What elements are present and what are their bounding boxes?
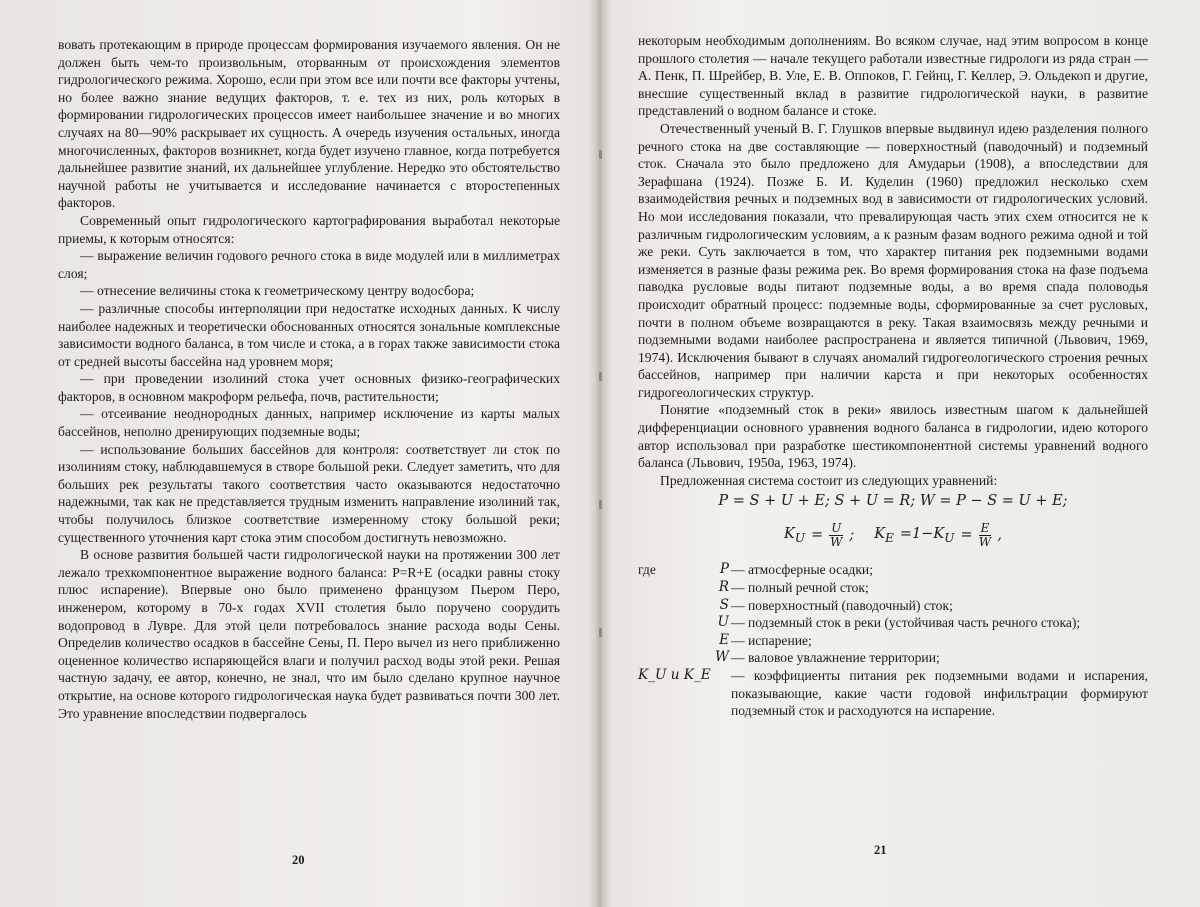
legend-row: S — поверхностный (паводочный) сток; xyxy=(719,596,953,613)
where-label: где xyxy=(638,562,656,578)
legend-row: где P — атмосферные осадки; xyxy=(638,561,873,578)
symbol-legend xyxy=(638,561,1148,719)
eq-equals: = xyxy=(811,527,824,544)
page-number-right: 21 xyxy=(874,843,887,857)
right-paragraph-3: Понятие «подземный сток в реки» явилось известным шагом к дальнейшей дифференциации основного уравнения водного баланса в гидрологии, идею которого автор использовал при разработке шестикомпонентной системы уравнений водного баланса (Львович, 1950а, 1963, 1974). xyxy=(638,402,1148,471)
eq-end: , xyxy=(997,527,1002,544)
equation-coefficients xyxy=(638,517,1148,553)
right-page xyxy=(604,0,1200,907)
legend-row: W — валовое увлажнение территории; xyxy=(715,649,940,666)
legend-row: R — полный речной сток; xyxy=(718,579,869,596)
right-paragraph-4: Предложенная система состоит из следующих уравнений: xyxy=(660,472,998,488)
equation-balance: P = S + U + E; S + U = R; W = P − S = U + E; xyxy=(718,493,1068,510)
list-item: — при проведении изолиний стока учет основных физико-географических факторов, в основном макроформ рельефа, почв, растительности; xyxy=(58,371,560,404)
left-paragraph-2: Современный опыт гидрологического картографирования выработал некоторые приемы, к которым относятся: xyxy=(58,212,560,246)
legend-row: K_U и K_E — коэффициенты питания рек подземными водами и испарения, показывающие, какие части годовой инфильтрации формируют подземный сток и расходуются на испарение. xyxy=(638,667,1148,719)
right-paragraph-1: некоторым необходимым дополнениям. Во всяком случае, над этим вопросом в конце прошлого столетия — начале текущего работали известные гидрологи из ряда стран — А. Пенк, П. Шрейбер, В. Уле, Е. В. Оппоков, Г. Гейнц, Г. Келлер, Э. Ольдекоп и другие, внесшие существенный вклад в развитие гидрологической науки, в развитие представлений о водном балансе и стоке. xyxy=(638,33,1148,119)
eq-separator: ; xyxy=(849,527,855,544)
left-paragraph-1: вовать протекающим в природе процессам формирования изучаемого явления. Он не должен быть чем-то произвольным, оторванным от происхождения элементов гидрологического режима. Хорошо, если при этом все или почти все факторы учтены, но более важно знание ведущих факторов, т. е. тех из них, роль которых в формировании гидрологических процессов имеет наибольшее значение и во многих случаях на 80—90% раскрывает их сущность. А очередь изучения остальных, иногда многочисленных, факторов возникнет, когда будет изучено главное, когда потребуется дальнейшее развитие знаний, их дальнейшее углубление. Нередко это обстоятельство научной работы не учитывается и исследование начинается с второстепенных факторов. xyxy=(58,37,560,211)
legend-row: U — подземный сток в реки (устойчивая часть речного стока); xyxy=(717,614,1081,631)
eq-equals: = xyxy=(960,527,973,544)
list-item: — выражение величин годового речного стока в виде модулей или в миллиметрах слоя; xyxy=(58,248,560,281)
list-item: — отсеивание неоднородных данных, например исключение из карты малых бассейнов, неполно дренирующих подземные воды; xyxy=(58,406,560,440)
left-paragraph-basis: В основе развития большей части гидрологической науки на протяжении 300 лет лежало трехкомпонентное выражение водного баланса: P=R+E (осадки равны стоку плюс испарение). Впервые оно было применено французом Пьером Перо, инженером, которому в 70-х годах XVII столетия было поручено соорудить водопровод в Лувре. Для этой цели потребовалось знание расхода воды Сены. Определив количество осадков в бассейне Сены, П. Перо вычел из него приближенно оцененное количество испаряющейся влаги и получил расход воды этой реки. Решая частную задачу, ее автор, конечно, не знал, что им было сделано крупное научное открытие, на основе которого гидрологическая наука будет развиваться почти 300 лет. Это уравнение впоследствии подвергалось xyxy=(58,547,560,721)
list-item: — использование больших бассейнов для контроля: соответствует ли сток по изолиниям стоку, наблюдавшемуся в створе большой реки. Следует заметить, что для больших рек результаты такого соответствия часто оказываются недостаточно надежными, так как не представляется трудным изменить направление изолиний так, чтобы получилось близкое соответствие измеренному стоку большой реки; существенного уточнения карт стока этим способом достигнуть невозможно. xyxy=(58,441,560,545)
fraction-e-w: $\frac{E}{W}$ xyxy=(978,520,992,549)
fraction-u-w: $\frac{U}{W}$ xyxy=(830,520,843,549)
eq-ku-symbol: $K_U$ xyxy=(784,525,806,545)
eq-ke-middle: $=1-K_U$ xyxy=(899,525,955,545)
list-item: — отнесение величины стока к геометрическому центру водосбора; xyxy=(80,283,475,299)
eq-ke-symbol: $K_E$ xyxy=(874,525,894,545)
list-item: — различные способы интерполяции при недостатке исходных данных. К числу наиболее надежных и теоретически обоснованных относятся зональные комплексные зависимости водного баланса, в том числе и стока, а в горах также зависимости стока от средней высоты бассейна над уровнем моря; xyxy=(58,300,560,369)
right-paragraph-2: Отечественный ученый В. Г. Глушков впервые выдвинул идею разделения полного речного стока на две составляющие — поверхностный (паводочный) и подземный сток. Сначала это было предложено для Амударьи (1908), а впоследствии для Зерафшана (1924). Позже Б. И. Куделин (1960) предложил несколько схем взаимодействия речных и подземных вод в зависимости от гидрологических условий. Но мои исследования показали, что превалирующая часть этих схем относится не к различным гидрологическим условиям, а к разным фазам водного режима одной и той же реки. Суть заключается в том, что характер питания рек подземными водами изменяется в разные фазы режима рек. Во время формирования стока на фазе подъема паводка русловые воды питают подземные воды, а во время спада половодья происходит обратный процесс: подземные воды, сформированные за счет русловых, почти в полном объеме возвращаются в реку. Такая взаимосвязь между речными и подземными водами наиболее распространена и является типичной (Львович, 1969, 1974). Исключения бывают в случаях аномалий гидрогеологического строения речных бассейнов, например при наличии карста и при некоторых особенностях гидрогеологических структур. xyxy=(638,120,1148,400)
legend-row: E — испарение; xyxy=(719,631,812,648)
page-number-left: 20 xyxy=(292,853,305,867)
